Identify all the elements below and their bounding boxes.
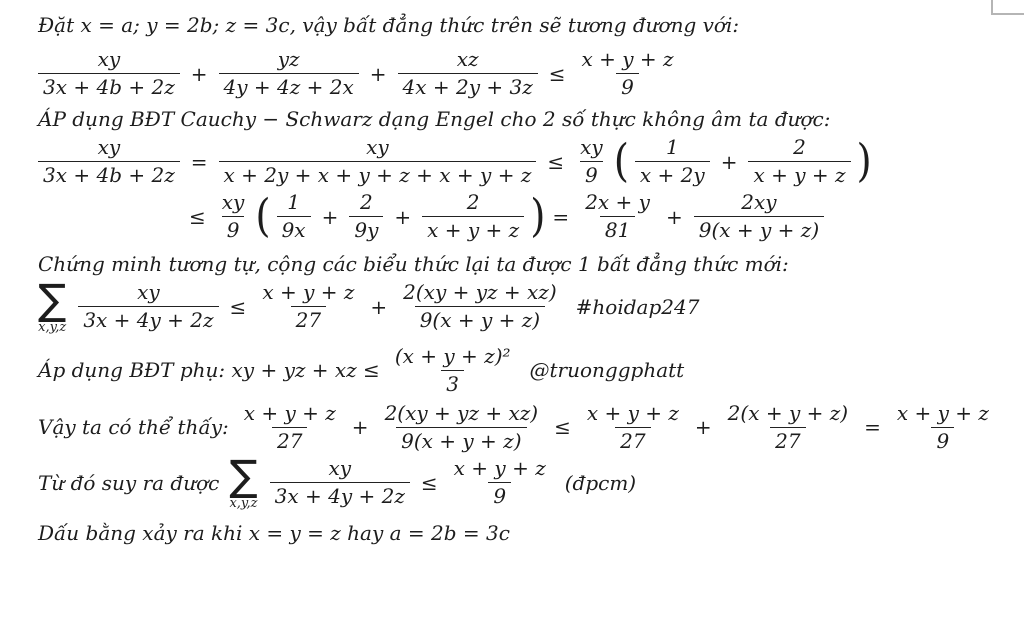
operator-leq: ≤ — [189, 204, 206, 229]
math-document — [38, 12, 1006, 547]
denominator: 3x + 4b + 2z — [38, 161, 180, 188]
fraction — [78, 280, 218, 333]
fraction — [270, 456, 410, 509]
denominator: 9(x + y + z) — [694, 216, 824, 243]
operator-plus: + — [665, 204, 683, 229]
denominator: x + y + z — [748, 161, 850, 188]
numerator: 2xy — [741, 190, 777, 214]
sigma-icon: ∑ — [38, 275, 67, 324]
operator-plus: + — [370, 294, 388, 319]
numerator: xy — [328, 456, 352, 481]
operator-plus: + — [190, 61, 208, 86]
fraction — [38, 135, 180, 188]
operator-leq: ≤ — [548, 61, 566, 86]
denominator: 9x — [277, 216, 311, 243]
denominator: 4y + 4z + 2x — [219, 73, 359, 100]
fraction — [635, 135, 710, 188]
denominator: 9 — [488, 482, 511, 509]
denominator: 9 — [580, 161, 603, 188]
fraction — [219, 135, 537, 188]
fraction — [217, 190, 250, 243]
numerator: 2(x + y + z) — [727, 400, 849, 425]
summation-index: x,y,z — [38, 319, 67, 335]
operator-plus: + — [694, 415, 712, 440]
equation-summed-inequality — [38, 275, 1006, 335]
numerator: xy — [221, 190, 245, 214]
denominator: x + 2y + x + y + z + x + y + z — [219, 161, 537, 188]
similar-proof-text: Chứng minh tương tự, cộng các biểu thức lại ta được 1 bất đẳng thức mới: — [38, 252, 789, 276]
line-equality-condition — [38, 520, 1006, 547]
operator-plus: + — [321, 204, 339, 229]
denominator: 4x + 2y + 3z — [398, 73, 538, 100]
denominator: 27 — [615, 427, 650, 454]
fraction — [575, 135, 608, 188]
operator-leq: ≤ — [554, 415, 571, 440]
summation-symbol — [38, 275, 67, 335]
partial-window-corner — [991, 0, 1024, 15]
numerator: 2x + y — [585, 190, 650, 214]
numerator: 2(xy + yz + xz) — [403, 280, 557, 305]
fraction — [257, 280, 359, 333]
numerator: yz — [277, 47, 300, 71]
denominator: 9 — [931, 427, 954, 454]
numerator: 2(xy + yz + xz) — [384, 400, 539, 425]
qed-label: (đpcm) — [564, 470, 637, 495]
operator-equals: = — [190, 149, 208, 174]
operator-plus: + — [351, 415, 369, 440]
operator-leq: ≤ — [547, 149, 565, 174]
denominator: 9 — [616, 73, 639, 100]
operator-leq: ≤ — [229, 294, 247, 319]
numerator: x + y + z — [586, 400, 679, 425]
denominator: 9 — [222, 216, 245, 243]
summation-index: x,y,z — [229, 495, 258, 511]
watermark-truonggphatt: @truonggphatt — [529, 358, 685, 383]
fraction — [38, 47, 180, 100]
fraction — [219, 47, 359, 100]
fraction — [694, 190, 824, 243]
denominator: 9(x + y + z) — [415, 306, 545, 333]
operator-equals: = — [864, 415, 881, 440]
equation-main-inequality — [38, 47, 1006, 100]
line-setup — [38, 12, 1006, 39]
equation-engel-step2: ≤ $\frac{xy}{9}$ ( $\frac{1}{9x}$ + $\frac{2}{9y}$ + $\frac{2}{x + y + z}$ ) = $\frac{2x + y}{81}$ + $\frac{2xy}{9(x + y + z)}$ — [188, 190, 1006, 243]
denominator: 3x + 4y + 2z — [270, 482, 410, 509]
fraction — [390, 344, 516, 397]
fraction — [239, 401, 341, 454]
denominator: 9(x + y + z) — [396, 427, 526, 454]
line-conclusion-chain — [38, 401, 1006, 454]
fraction — [422, 190, 524, 243]
fraction — [723, 401, 853, 454]
sigma-icon: ∑ — [229, 450, 258, 500]
numerator: xy — [366, 135, 389, 159]
numerator: x + y + z — [453, 456, 546, 481]
fraction — [277, 190, 311, 243]
denominator: 27 — [770, 427, 805, 454]
denominator: 3 — [441, 370, 464, 397]
numerator: x + y + z — [243, 400, 336, 425]
operator-plus: + — [394, 204, 412, 229]
summation-symbol — [229, 450, 258, 511]
numerator: x + y + z — [262, 280, 355, 305]
numerator: xy — [97, 47, 121, 71]
fraction — [892, 401, 994, 454]
denominator: 3x + 4y + 2z — [78, 306, 218, 333]
watermark-hoidap247: #hoidap247 — [575, 294, 700, 319]
numerator: 2 — [466, 190, 480, 214]
denominator: 81 — [600, 216, 635, 243]
fraction — [398, 47, 538, 100]
operator-plus: + — [720, 149, 738, 174]
denominator: 3x + 4b + 2z — [38, 73, 180, 100]
conclusion-lead-text: Vậy ta có thể thấy: — [38, 415, 229, 440]
setup-text: Đặt x = a; y = 2b; z = 3c, vậy bất đẳng thức trên sẽ tương đương với: — [38, 13, 740, 37]
line-cauchy-schwarz — [38, 106, 1006, 133]
fraction — [580, 190, 655, 243]
equality-condition-text: Dấu bằng xảy ra khi x = y = z hay a = 2b = 3c — [38, 520, 510, 545]
numerator: x + y + z — [581, 47, 674, 71]
operator-leq: ≤ — [420, 470, 438, 495]
denominator: 9y — [349, 216, 383, 243]
numerator: 2 — [359, 190, 373, 214]
fraction — [380, 401, 544, 454]
final-lead-text: Từ đó suy ra được — [38, 470, 220, 495]
fraction — [398, 280, 562, 333]
numerator: 1 — [665, 135, 679, 159]
numerator: x + y + z — [896, 400, 989, 425]
auxiliary-lead-text: Áp dụng BĐT phụ: xy + yz + xz ≤ — [38, 358, 380, 383]
numerator: 2 — [793, 135, 806, 159]
operator-equals: = — [552, 204, 570, 229]
numerator: (x + y + z)² — [394, 343, 511, 368]
numerator: xy — [97, 135, 121, 159]
numerator: 1 — [287, 190, 300, 214]
operator-plus: + — [369, 61, 387, 86]
fraction — [349, 190, 383, 243]
line-similar-proof — [38, 251, 1006, 278]
fraction — [577, 47, 679, 100]
line-final-result — [38, 450, 1006, 511]
cauchy-schwarz-text: ÁP dụng BĐT Cauchy − Schwarz dạng Engel cho 2 số thực không âm ta được: — [38, 107, 831, 131]
line-auxiliary-inequality — [38, 344, 1006, 397]
numerator: xz — [456, 47, 479, 71]
denominator: 27 — [291, 306, 326, 333]
numerator: xy — [137, 280, 160, 305]
fraction — [748, 135, 850, 188]
numerator: xy — [580, 135, 603, 159]
denominator: x + y + z — [422, 216, 524, 243]
denominator: x + 2y — [635, 161, 710, 188]
fraction — [449, 456, 551, 509]
fraction — [582, 401, 684, 454]
equation-engel-step1: $\frac{xy}{3x + 4b + 2z}$ = $\frac{xy}{x + 2y + x + y + z + x + y + z}$ ≤ $\frac{xy}{9}$ ( $\frac{1}{x + 2y}$ + $\frac{2}{x + y + z}$ ) — [38, 135, 1006, 188]
denominator: 27 — [272, 427, 307, 454]
